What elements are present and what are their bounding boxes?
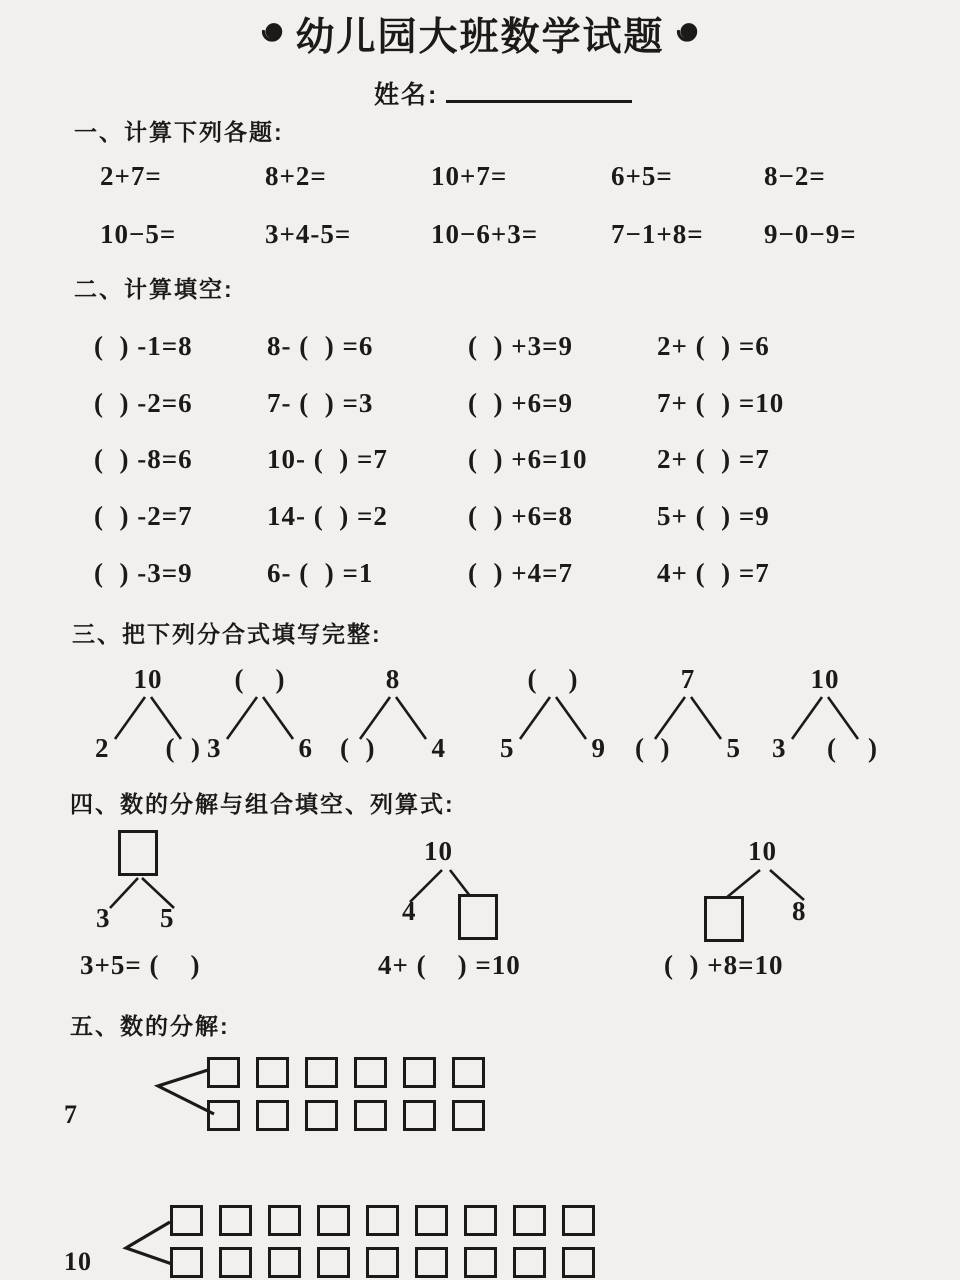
section1-row — [100, 221, 920, 248]
section4-header: 四、数的分解与组合填空、列算式: — [70, 791, 455, 817]
spiral-ornament-icon — [674, 18, 701, 45]
counting-box — [354, 1100, 387, 1131]
decomposition-tree — [770, 666, 880, 762]
fill-blank-equation: 5+ ( ) =9 — [657, 501, 770, 531]
fill-blank-equation: ( ) -2=6 — [94, 388, 193, 418]
equation: 10+7= — [431, 161, 508, 191]
decomposition-tree — [93, 666, 203, 762]
equation: 8+2= — [265, 161, 327, 191]
fill-blank-equation: 3+5= ( ) — [80, 950, 201, 980]
section1-row — [100, 163, 920, 190]
counting-box — [305, 1100, 338, 1131]
tree-right-value: 6 — [298, 733, 313, 763]
fill-blank-equation: ( ) +6=8 — [468, 501, 574, 531]
counting-box — [415, 1247, 448, 1278]
section2-row — [94, 503, 924, 530]
fill-blank-equation: 2+ ( ) =6 — [657, 331, 770, 361]
tree-right-value: 8 — [792, 896, 807, 926]
counting-box — [219, 1247, 252, 1278]
counting-box — [415, 1205, 448, 1236]
fill-blank-equation: ( ) +6=10 — [468, 444, 588, 474]
answer-box — [704, 896, 744, 942]
counting-box — [256, 1100, 289, 1131]
tree-left-value: 3 — [96, 903, 111, 933]
tree-right-value: 9 — [591, 733, 606, 763]
tree-top-value: 10 — [748, 836, 777, 866]
tree-left-value: 5 — [500, 733, 515, 763]
section2-row — [94, 560, 924, 587]
counting-box — [317, 1205, 350, 1236]
decomposition-tree — [498, 666, 608, 762]
counting-box — [219, 1205, 252, 1236]
counting-box — [513, 1205, 546, 1236]
equation: 7−1+8= — [611, 219, 704, 249]
counting-box — [562, 1247, 595, 1278]
counting-box — [268, 1247, 301, 1278]
fill-blank-equation: 2+ ( ) =7 — [657, 444, 770, 474]
tree-left-value: 3 — [207, 733, 222, 763]
tree-left-value: 3 — [772, 733, 787, 763]
tree-right-value: ( ) — [165, 733, 201, 763]
name-field — [374, 80, 632, 110]
counting-box — [354, 1057, 387, 1088]
counting-box — [513, 1247, 546, 1278]
section2-row — [94, 333, 924, 360]
section5-header: 五、数的分解: — [70, 1013, 230, 1039]
section1-header: 一、计算下列各题: — [74, 119, 284, 145]
tree-right-value: 5 — [726, 733, 741, 763]
fill-blank-equation: ( ) -1=8 — [94, 331, 193, 361]
fill-blank-equation: ( ) +6=9 — [468, 388, 574, 418]
tree-right-value: 4 — [431, 733, 446, 763]
section2-row — [94, 446, 924, 473]
counting-box — [305, 1057, 338, 1088]
tree-top-value: 8 — [385, 664, 401, 694]
counting-box — [403, 1100, 436, 1131]
decomposition-tree — [205, 666, 315, 762]
fill-blank-equation: ( ) +4=7 — [468, 558, 574, 588]
tree-top-value: ( ) — [234, 664, 286, 694]
fill-blank-equation: ( ) +3=9 — [468, 331, 574, 361]
counting-box — [170, 1247, 203, 1278]
counting-box — [562, 1205, 595, 1236]
equation: 6+5= — [611, 161, 673, 191]
tree-top-value: 7 — [680, 664, 696, 694]
tree-left-value: 2 — [95, 733, 110, 763]
counting-box — [170, 1205, 203, 1236]
section3-header: 三、把下列分合式填写完整: — [72, 621, 382, 647]
tree-left-value: ( ) — [635, 733, 671, 763]
fill-blank-equation: 14- ( ) =2 — [267, 501, 388, 531]
tree-top-value: ( ) — [527, 664, 579, 694]
fill-blank-equation: ( ) -3=9 — [94, 558, 193, 588]
answer-box — [458, 894, 498, 940]
equation: 9−0−9= — [764, 219, 857, 249]
decomposition-number: 7 — [64, 1100, 78, 1129]
counting-box-row — [207, 1100, 485, 1131]
section2-row — [94, 390, 924, 417]
counting-box-row — [207, 1057, 485, 1088]
equation: 2+7= — [100, 161, 162, 191]
fill-blank-equation: ( ) -8=6 — [94, 444, 193, 474]
section2-header: 二、计算填空: — [74, 276, 234, 302]
counting-box — [452, 1100, 485, 1131]
counting-box — [366, 1205, 399, 1236]
counting-box — [452, 1057, 485, 1088]
counting-box — [207, 1057, 240, 1088]
equation: 10−6+3= — [431, 219, 539, 249]
counting-box — [317, 1247, 350, 1278]
decomposition-bracket — [118, 1216, 178, 1268]
fill-blank-equation: 4+ ( ) =10 — [378, 950, 521, 980]
counting-box-row — [170, 1247, 595, 1278]
tree-right-value: ( ) — [827, 733, 878, 763]
tree-left-value: ( ) — [340, 733, 376, 763]
page-title — [0, 6, 960, 62]
fill-blank-equation: 8- ( ) =6 — [267, 331, 374, 361]
counting-box-row — [170, 1205, 595, 1236]
decomposition-tree — [633, 666, 743, 762]
tree-right-value: 5 — [160, 903, 175, 933]
fill-blank-equation: 4+ ( ) =7 — [657, 558, 770, 588]
equation: 10−5= — [100, 219, 177, 249]
fill-blank-equation: 7+ ( ) =10 — [657, 388, 785, 418]
tree-left-value: 4 — [402, 896, 417, 926]
fill-blank-equation: ( ) -2=7 — [94, 501, 193, 531]
title-text: 幼儿园大班数学试题 — [295, 16, 665, 59]
counting-box — [464, 1247, 497, 1278]
name-blank-line — [446, 80, 632, 103]
fill-blank-equation: 7- ( ) =3 — [267, 388, 374, 418]
fill-blank-equation: 6- ( ) =1 — [267, 558, 374, 588]
counting-box — [268, 1205, 301, 1236]
counting-box — [464, 1205, 497, 1236]
tree-top-value: 10 — [810, 664, 840, 694]
equation: 8−2= — [764, 161, 826, 191]
decomposition-tree — [338, 666, 448, 762]
counting-box — [366, 1247, 399, 1278]
equation: 3+4-5= — [265, 219, 352, 249]
spiral-ornament-icon — [259, 18, 286, 45]
counting-box — [403, 1057, 436, 1088]
tree-top-value: 10 — [424, 836, 453, 866]
counting-box — [207, 1100, 240, 1131]
name-label: 姓名: — [374, 81, 439, 109]
decomposition-number: 10 — [64, 1247, 92, 1276]
answer-box — [118, 830, 158, 876]
fill-blank-equation: ( ) +8=10 — [664, 950, 784, 980]
tree-top-value: 10 — [133, 664, 163, 694]
counting-box — [256, 1057, 289, 1088]
fill-blank-equation: 10- ( ) =7 — [267, 444, 388, 474]
